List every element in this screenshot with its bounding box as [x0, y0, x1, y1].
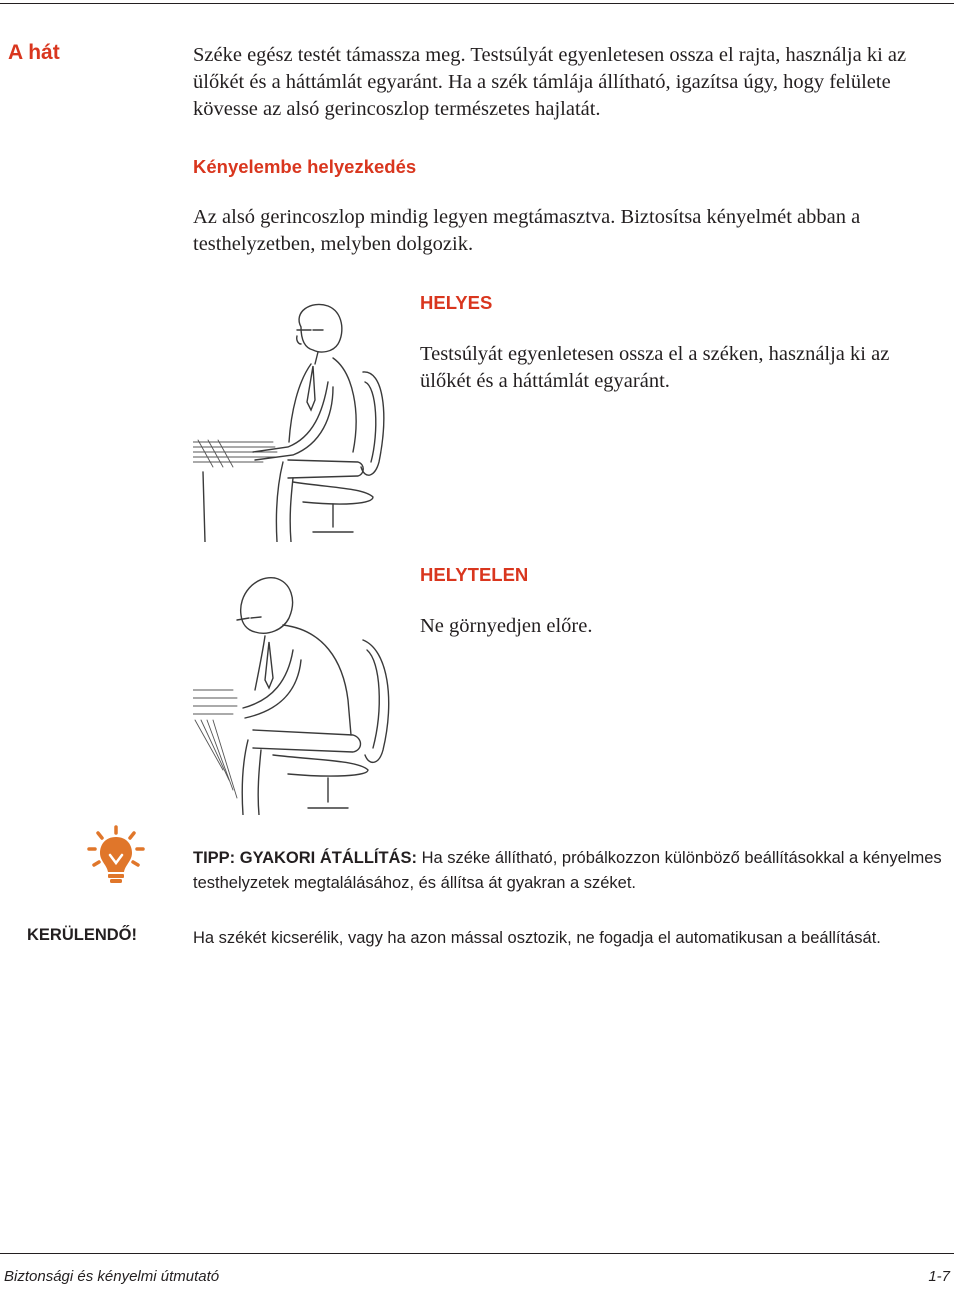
correct-posture-illustration	[193, 292, 403, 542]
page-number: 1-7	[928, 1268, 950, 1285]
bottom-rule	[0, 1253, 954, 1254]
correct-label: HELYES	[420, 292, 493, 313]
footer-title: Biztonsági és kényelmi útmutató	[4, 1268, 220, 1285]
correct-caption: Testsúlyát egyenletesen ossza el a széken, használja ki az ülőkét és a háttámlát egyaránt.	[420, 343, 890, 392]
intro-paragraph: Széke egész testét támassza meg. Testsúlyát egyenletesen ossza el rajta, használja ki az ülőkét és a háttámlát egyaránt. Ha a szék támlája állítható, igazítsa úgy, hogy felülete kövesse az alsó gerincoszlop természetes hajlatát.	[193, 44, 907, 120]
incorrect-label: HELYTELEN	[420, 564, 529, 585]
comfort-heading: Kényelembe helyezkedés	[193, 156, 417, 177]
tip-paragraph	[193, 846, 953, 896]
comfort-paragraph: Az alsó gerincoszlop mindig legyen megtámasztva. Biztosítsa kényelmét abban a testhelyzetben, melyben dolgozik.	[193, 206, 861, 255]
lightbulb-icon	[86, 825, 146, 885]
tip-label: TIPP: GYAKORI ÁTÁLLÍTÁS:	[193, 849, 417, 867]
incorrect-posture-illustration	[193, 570, 403, 815]
avoid-label: KERÜLENDŐ!	[27, 926, 137, 944]
avoid-text: Ha székét kicserélik, vagy ha azon mással osztozik, ne fogadja el automatikusan a beállítását.	[193, 929, 881, 947]
top-rule	[0, 3, 954, 4]
incorrect-caption: Ne görnyedjen előre.	[420, 615, 593, 637]
section-heading: A hát	[8, 41, 60, 64]
tip-text: Ha széke állítható, próbálkozzon különböző beállításokkal a kényelmes testhelyzetek megtalálásához, és állítsa át gyakran a széket.	[193, 849, 942, 892]
